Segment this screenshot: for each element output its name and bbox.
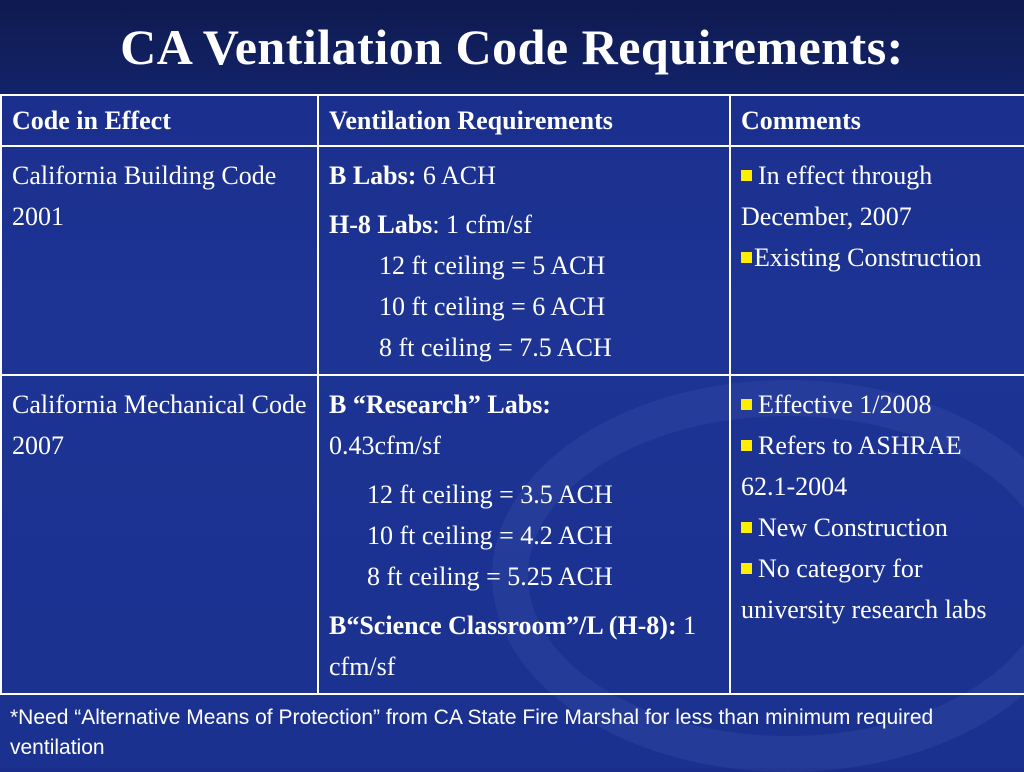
footnote: *Need “Alternative Means of Protection” from CA State Fire Marshal for less than minimum required ventilation <box>10 706 934 759</box>
code-text: California Mechanical Code 2007 <box>12 390 307 460</box>
square-bullet-icon <box>741 399 752 410</box>
header-code-in-effect: Code in Effect <box>1 95 318 146</box>
requirements-table <box>0 94 1024 695</box>
requirements-cell <box>318 146 730 375</box>
h8-labs-label: H-8 Labs <box>329 210 433 239</box>
comment-item: Effective 1/2008 <box>741 384 1019 425</box>
comment-item: New Construction <box>741 507 1019 548</box>
ceiling-line: 8 ft ceiling = 5.25 ACH <box>367 562 613 591</box>
table-row <box>1 375 1024 694</box>
ceiling-line: 8 ft ceiling = 7.5 ACH <box>379 333 612 362</box>
comments-cell <box>730 375 1024 694</box>
square-bullet-icon <box>741 170 752 181</box>
research-labs-value: 0.43cfm/sf <box>329 431 441 460</box>
research-labs-label: B “Research” Labs: <box>329 390 551 419</box>
comment-item: No category for university research labs <box>741 554 987 624</box>
science-classroom-label: B“Science Classroom”/L (H-8): <box>329 611 677 640</box>
page-title: CA Ventilation Code Requirements: <box>120 19 904 75</box>
ceiling-line: 12 ft ceiling = 3.5 ACH <box>367 480 613 509</box>
square-bullet-icon <box>741 252 752 263</box>
b-labs-value: 6 ACH <box>416 161 496 190</box>
ceiling-line: 10 ft ceiling = 4.2 ACH <box>367 521 613 550</box>
code-text: California Building Code 2001 <box>12 161 277 231</box>
table-header-row <box>1 95 1024 146</box>
code-cell <box>1 146 318 375</box>
requirements-cell <box>318 375 730 694</box>
ceiling-line: 10 ft ceiling = 6 ACH <box>379 292 606 321</box>
table-row <box>1 146 1024 375</box>
b-labs-label: B Labs: <box>329 161 417 190</box>
comment-item: Refers to ASHRAE 62.1-2004 <box>741 431 962 501</box>
ceiling-line: 12 ft ceiling = 5 ACH <box>379 251 606 280</box>
science-classroom-value: 1 cfm/sf <box>329 611 697 681</box>
title-bar <box>0 0 1024 95</box>
code-cell <box>1 375 318 694</box>
h8-labs-value: : 1 cfm/sf <box>432 210 532 239</box>
square-bullet-icon <box>741 522 752 533</box>
comments-cell <box>730 146 1024 375</box>
square-bullet-icon <box>741 563 752 574</box>
square-bullet-icon <box>741 440 752 451</box>
comment-item: Existing Construction <box>741 237 1019 278</box>
header-comments: Comments <box>730 95 1024 146</box>
header-ventilation-requirements: Ventilation Requirements <box>318 95 730 146</box>
comment-item: In effect through December, 2007 <box>741 161 933 231</box>
